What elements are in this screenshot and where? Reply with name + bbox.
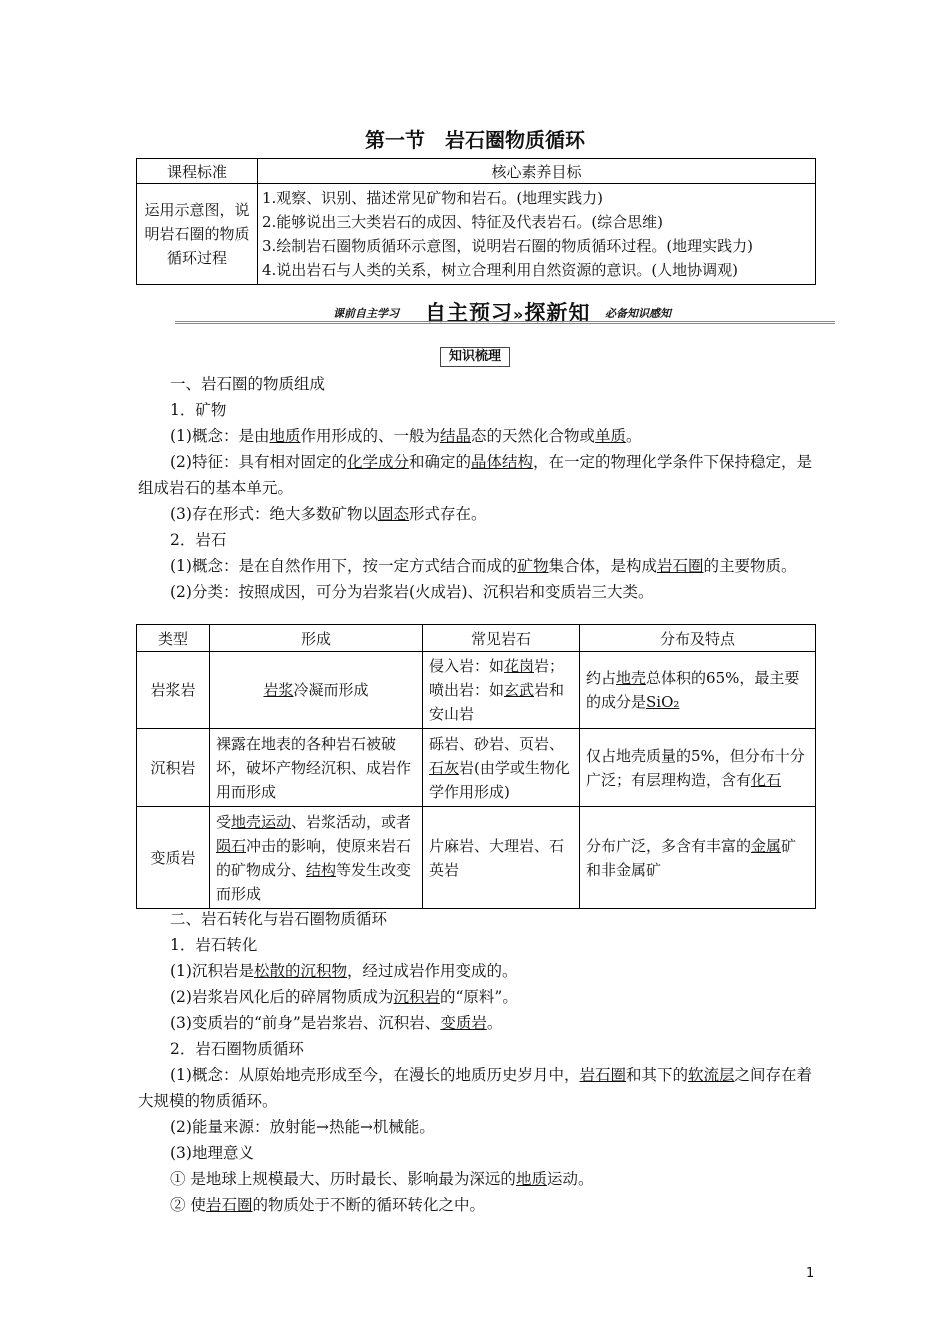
rock-header-distribution: 分布及特点 (580, 625, 816, 652)
rock-distribution-cell: 仅占地壳质量的5%，但分布十分广泛；有层理构造，含有化石 (580, 729, 816, 807)
rock-header-examples: 常见岩石 (423, 625, 580, 652)
banner-arrow: » (513, 305, 525, 324)
section1-text (138, 371, 816, 605)
section-banner (175, 297, 835, 327)
transform-item: (3)变质岩的“前身”是岩浆岩、沉积岩、变质岩。 (170, 1014, 503, 1032)
cycle-point: ② 使岩石圈的物质处于不断的循环转化之中。 (170, 1196, 485, 1214)
rock-examples-cell: 片麻岩、大理岩、石英岩 (423, 807, 580, 909)
goal-item: 2.能够说出三大类岩石的成因、特征及代表岩石。(综合思维) (262, 213, 664, 231)
mineral-feature: (2)特征：具有相对固定的化学成分和确定的晶体结构，在一定的物理化学条件下保持稳定，是组成岩石的基本单元。 (138, 453, 813, 497)
transform-item: (1)沉积岩是松散的沉积物，经过成岩作用变成的。 (170, 962, 518, 980)
section2-heading: 二、岩石转化与岩石圈物质循环 (170, 910, 388, 928)
rock-classification: (2)分类：按照成因，可分为岩浆岩(火成岩)、沉积岩和变质岩三大类。 (170, 583, 654, 601)
knowledge-tag (0, 345, 950, 367)
mineral-form: (3)存在形式：绝大多数矿物以固态形式存在。 (170, 505, 487, 523)
rock-form-cell: 受地壳运动、岩浆活动，或者陨石冲击的影响，使原来岩石的矿物成分、结构等发生改变而形成 (210, 807, 423, 909)
rock-distribution-cell: 约占地壳总体积的65%，最主要的成分是SiO₂ (580, 652, 816, 729)
goal-item: 1.观察、识别、描述常见矿物和岩石。(地理实践力) (262, 189, 604, 207)
cycle-concept: (1)概念：从原始地壳形成至今，在漫长的地质历史岁月中，岩石圈和其下的软流层之间存在着大规模的物质循环。 (138, 1066, 813, 1110)
page-title: 第一节 岩石圈物质循环 (365, 128, 585, 152)
goal-item: 4.说出岩石与人类的关系，树立合理利用自然资源的意识。(人地协调观) (262, 261, 739, 279)
mineral-heading: 1．矿物 (170, 401, 227, 419)
page-number: 1 (806, 1266, 815, 1281)
rock-types-table (136, 624, 816, 909)
knowledge-tag-label: 知识梳理 (440, 347, 510, 367)
rock-header-type: 类型 (137, 625, 210, 652)
rock-type-cell: 沉积岩 (137, 729, 210, 807)
cycle-energy: (2)能量来源：放射能→热能→机械能。 (170, 1118, 435, 1136)
banner-right-text: 必备知识感知 (605, 307, 671, 320)
banner-main-part2: 探新知 (524, 301, 591, 325)
rock-header-form: 形成 (210, 625, 423, 652)
cycle-point: ① 是地球上规模最大、历时最长、影响最为深远的地质运动。 (170, 1170, 594, 1188)
cycle-significance: (3)地理意义 (170, 1144, 254, 1162)
rock-type-cell: 岩浆岩 (137, 652, 210, 729)
mineral-concept: (1)概念：是由地质作用形成的、一般为结晶态的天然化合物或单质。 (170, 427, 642, 445)
standards-goals-cell (258, 184, 816, 285)
rock-type-cell: 变质岩 (137, 807, 210, 909)
section1-heading: 一、岩石圈的物质组成 (170, 375, 326, 393)
rock-form-cell: 裸露在地表的各种岩石被破坏，破坏产物经沉积、成岩作用而形成 (210, 729, 423, 807)
rock-concept: (1)概念：是在自然作用下，按一定方式结合而成的矿物集合体，是构成岩石圈的主要物质。 (170, 557, 797, 575)
banner-left-text: 课前自主学习 (333, 307, 399, 320)
curriculum-standards-table (136, 158, 816, 285)
standards-header-goals: 核心素养目标 (258, 159, 816, 184)
rock-examples-cell: 侵入岩：如花岗岩；喷出岩：如玄武岩和安山岩 (423, 652, 580, 729)
section2-text (138, 906, 816, 1218)
rock-heading: 2．岩石 (170, 531, 227, 549)
standards-header-course: 课程标准 (137, 159, 258, 184)
rock-examples-cell: 砾岩、砂岩、页岩、石灰岩(由学或生物化学作用形成) (423, 729, 580, 807)
rock-form-cell: 岩浆冷凝而形成 (210, 652, 423, 729)
banner-divider (175, 321, 835, 324)
banner-main-part1: 自主预习 (425, 301, 513, 325)
transform-item: (2)岩浆岩风化后的碎屑物质成为沉积岩的“原料”。 (170, 988, 518, 1006)
transform-heading: 1．岩石转化 (170, 936, 258, 954)
cycle-heading: 2．岩石圈物质循环 (170, 1040, 304, 1058)
standards-course-text: 运用示意图，说明岩石圈的物质循环过程 (137, 184, 258, 285)
rock-distribution-cell: 分布广泛，多含有丰富的金属矿和非金属矿 (580, 807, 816, 909)
goal-item: 3.绘制岩石圈物质循环示意图，说明岩石圈的物质循环过程。(地理实践力) (262, 237, 754, 255)
